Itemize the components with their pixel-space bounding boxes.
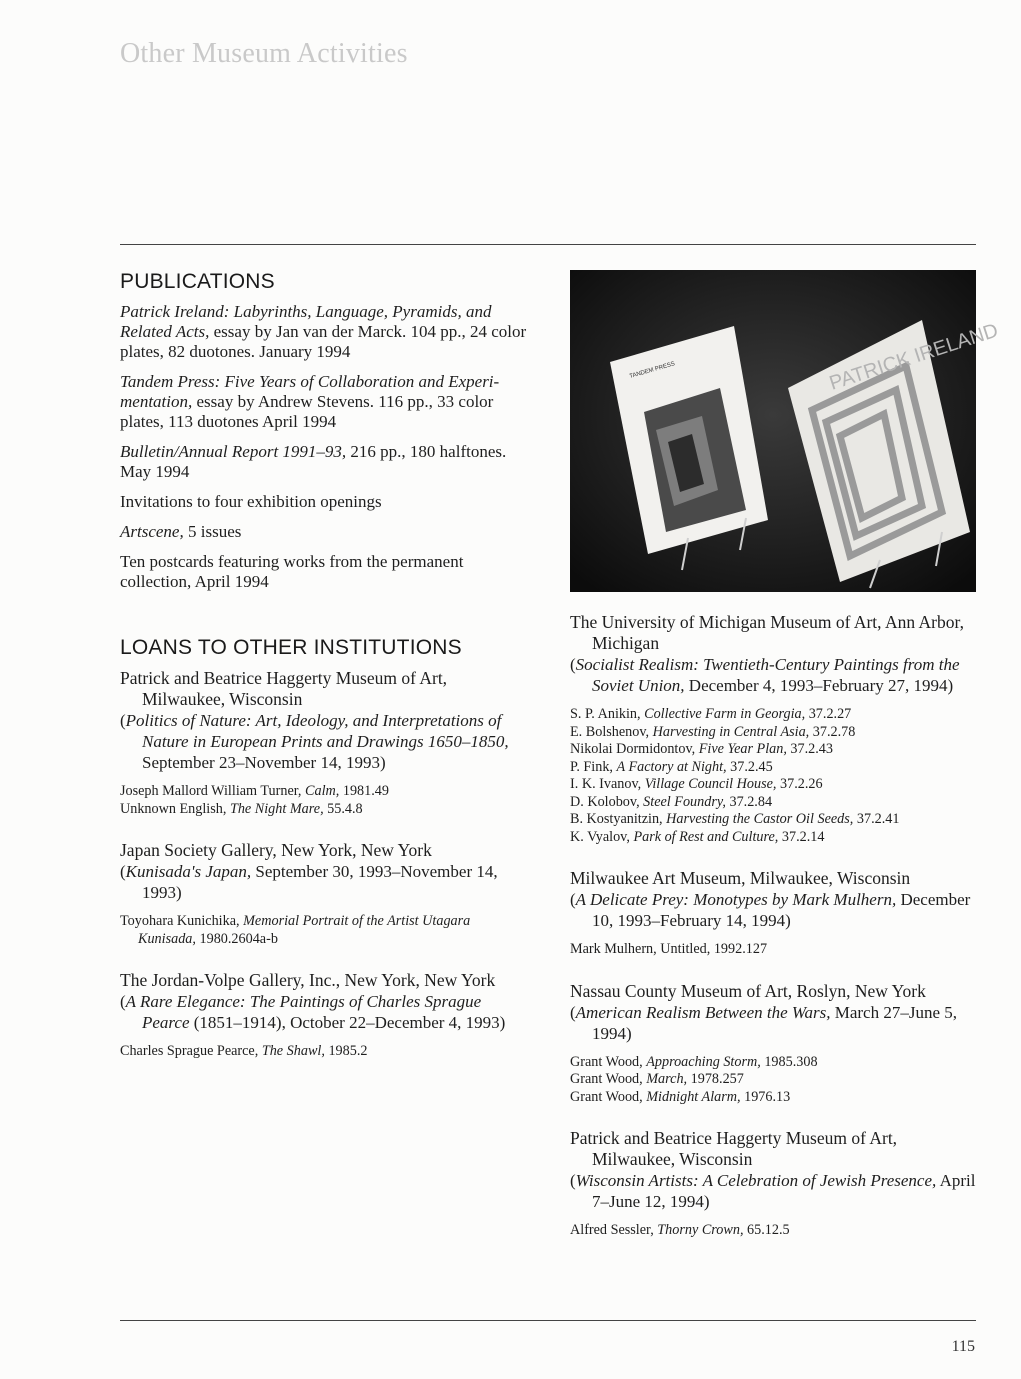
- work-title: Calm,: [305, 783, 340, 799]
- work-accession: 37.2.45: [726, 758, 773, 775]
- left-column: [120, 270, 530, 1083]
- loan-entry: [120, 970, 530, 1061]
- work-artist: Alfred Sessler,: [570, 1222, 658, 1238]
- work-artist: Grant Wood,: [570, 1071, 647, 1087]
- loan-entry: [570, 612, 976, 846]
- exhibition-dates: March 27–June 5, 1994): [592, 1002, 957, 1043]
- work-title: Steel Foundry,: [643, 793, 726, 810]
- exhibition-dates: (1851–1914), October 22–December 4, 1993): [189, 1013, 506, 1032]
- work-title: Five Year Plan,: [698, 741, 787, 757]
- loan-exhibition: [570, 1002, 976, 1044]
- loaned-work: [120, 1043, 530, 1061]
- loaned-work: [120, 913, 530, 948]
- loan-institution: The University of Michigan Museum of Art, Ann Arbor, Michigan: [570, 612, 964, 653]
- work-artist: Mark Mulhern, Untitled,: [570, 941, 711, 957]
- loan-exhibition: [570, 889, 976, 931]
- loaned-work: [570, 1089, 976, 1107]
- work-title: A Factory at Night,: [616, 758, 727, 775]
- work-artist: Unknown English,: [120, 800, 230, 817]
- work-artist: S. P. Anikin,: [570, 706, 645, 722]
- exhibition-dates: December 10, 1993–February 14, 1994): [592, 890, 971, 930]
- loan-institution: The Jordan-Volpe Gallery, Inc., New York, New York: [120, 970, 496, 990]
- loaned-work: [570, 741, 976, 759]
- publication-detail: essay by Jan van der Marck. 104 pp., 24 color plates, 82 duotones. January 1994: [120, 322, 527, 361]
- loan-institution: Milwaukee Art Museum, Milwaukee, Wisconsin: [570, 868, 911, 888]
- work-accession: 1981.49: [339, 783, 389, 799]
- exhibition-paren: (: [570, 890, 576, 909]
- publication-detail: Invitations to four exhibition openings: [120, 492, 382, 511]
- work-accession: 1985.2: [324, 1043, 368, 1059]
- publication-item: [120, 552, 530, 592]
- loan-exhibition: [570, 654, 976, 696]
- work-accession: 55.4.8: [323, 800, 363, 817]
- loan-institution: Japan Society Gallery, New York, New York: [120, 840, 432, 860]
- work-artist: Grant Wood,: [570, 1088, 647, 1105]
- work-title: The Night Mare,: [229, 800, 324, 817]
- work-accession: 1980.2604a-b: [195, 930, 278, 947]
- work-accession: 37.2.43: [786, 741, 833, 757]
- loaned-work: [570, 724, 976, 742]
- loan-institution: Nassau County Museum of Art, Roslyn, New York: [570, 980, 926, 1001]
- publications-photo: [570, 270, 1001, 592]
- exhibition-dates: September 23–November 14, 1993): [142, 753, 386, 772]
- loan-exhibition: [570, 1170, 976, 1212]
- work-title: Midnight Alarm,: [646, 1088, 741, 1105]
- publication-detail: 5 issues: [183, 522, 242, 541]
- loaned-work: [570, 811, 976, 829]
- publications-heading: PUBLICATIONS: [120, 270, 275, 293]
- loaned-work: [570, 1222, 976, 1240]
- loans-heading: LOANS TO OTHER INSTITUTIONS: [120, 636, 462, 659]
- publication-item: [120, 492, 530, 512]
- publication-detail: 216 pp., 180 halftones. May 1994: [120, 442, 507, 481]
- svg-text:PATRICK IRELAND: PATRICK IRELAND: [826, 319, 1001, 395]
- loaned-work: [570, 1054, 976, 1072]
- publication-item: [120, 522, 530, 542]
- work-title: Memorial Portrait of the Artist Utagara Kunisada,: [138, 913, 471, 947]
- loan-entry: [120, 668, 530, 818]
- work-title: Harvesting in Central Asia,: [652, 723, 810, 740]
- loaned-work: [570, 759, 976, 777]
- work-artist: Grant Wood,: [570, 1053, 647, 1070]
- work-artist: K. Vyalov,: [570, 828, 634, 845]
- work-title: March,: [646, 1071, 688, 1087]
- work-title: Park of Rest and Culture,: [633, 828, 779, 845]
- loaned-work: [570, 829, 976, 847]
- right-column: [570, 270, 1001, 1262]
- page-number: 115: [951, 1338, 975, 1355]
- loaned-work: [570, 706, 976, 724]
- exhibition-title: Socialist Realism: Twentieth-Century Paintings from the Soviet Union,: [575, 655, 960, 695]
- loaned-work: [570, 776, 976, 794]
- exhibition-dates: September 30, 1993–November 14, 1993): [142, 862, 498, 902]
- loans-left-list: [120, 668, 530, 1061]
- exhibition-paren: (: [120, 862, 126, 881]
- exhibition-title: A Delicate Prey: Monotypes by Mark Mulhern,: [575, 890, 897, 909]
- exhibition-title: American Realism Between the Wars,: [575, 1002, 831, 1022]
- publication-title: Patrick Ireland: Labyrinths, Language, Pyramids, and Related Acts,: [120, 302, 492, 341]
- work-accession: 1985.308: [760, 1053, 818, 1070]
- loan-exhibition: [120, 710, 530, 773]
- work-accession: 1978.257: [687, 1071, 744, 1087]
- work-artist: I. K. Ivanov,: [570, 776, 645, 792]
- exhibition-title: Wisconsin Artists: A Celebration of Jewish Presence,: [575, 1171, 937, 1190]
- exhibition-dates: April 7–June 12, 1994): [592, 1171, 976, 1211]
- publication-title: Bulletin/Annual Report 1991–93,: [120, 442, 347, 461]
- exhibition-paren: (: [570, 655, 576, 674]
- loan-entry: [570, 868, 976, 959]
- work-accession: 37.2.26: [776, 776, 823, 792]
- work-artist: E. Bolshenov,: [570, 723, 653, 740]
- loaned-work: [120, 801, 530, 819]
- work-accession: 37.2.27: [805, 706, 852, 722]
- loaned-work: [570, 1071, 976, 1089]
- work-accession: 37.2.84: [725, 793, 773, 810]
- loan-exhibition: [120, 861, 530, 903]
- bottom-rule: [120, 1320, 976, 1321]
- work-title: Thorny Crown,: [657, 1222, 744, 1238]
- loan-institution: Patrick and Beatrice Haggerty Museum of Art, Milwaukee, Wisconsin: [120, 668, 448, 709]
- svg-text:TANDEM PRESS: TANDEM PRESS: [628, 361, 676, 380]
- work-accession: 1976.13: [740, 1088, 791, 1105]
- loan-entry: [570, 1128, 976, 1240]
- work-accession: 1992.127: [710, 941, 768, 957]
- exhibition-paren: (: [570, 1002, 576, 1022]
- publication-title: Tandem Press: Five Years of Collaboration and Experimentation,: [120, 372, 500, 411]
- exhibition-paren: (: [120, 711, 126, 730]
- work-accession: 37.2.78: [809, 723, 856, 740]
- work-artist: Toyohara Kunichika,: [120, 913, 244, 929]
- work-artist: Nikolai Dormidontov,: [570, 741, 699, 757]
- loan-institution: Patrick and Beatrice Haggerty Museum of Art, Milwaukee, Wisconsin: [570, 1128, 898, 1169]
- loaned-work: [570, 794, 976, 812]
- exhibition-paren: (: [570, 1171, 576, 1190]
- running-head: Other Museum Activities: [120, 38, 408, 69]
- exhibition-title: A Rare Elegance: The Paintings of Charles Sprague Pearce: [125, 992, 482, 1032]
- loaned-work: [570, 941, 976, 959]
- publication-item: [120, 372, 530, 432]
- loan-entry: [120, 840, 530, 948]
- loan-exhibition: [120, 991, 530, 1033]
- loans-right-list: [570, 612, 976, 1240]
- publication-item: [120, 302, 530, 362]
- loaned-work: [120, 783, 530, 801]
- publication-title: Artscene,: [120, 522, 184, 541]
- top-rule: [120, 244, 976, 245]
- work-artist: Charles Sprague Pearce,: [120, 1043, 262, 1059]
- exhibition-paren: (: [120, 992, 126, 1011]
- publication-item: [120, 442, 530, 482]
- work-title: Approaching Storm,: [646, 1053, 761, 1070]
- work-title: The Shawl,: [261, 1043, 325, 1059]
- work-artist: P. Fink,: [570, 758, 617, 775]
- publication-detail: Ten postcards featuring works from the permanent collection, April 1994: [120, 552, 464, 591]
- work-accession: 37.2.41: [853, 811, 900, 827]
- exhibition-title: Kunisada's Japan,: [125, 862, 252, 881]
- publication-detail: essay by Andrew Stevens. 116 pp., 33 color plates, 113 duotones April 1994: [120, 392, 494, 431]
- work-title: Village Council House,: [644, 776, 777, 792]
- work-title: Harvesting the Castor Oil Seeds,: [666, 811, 854, 827]
- work-artist: Joseph Mallord William Turner,: [120, 783, 306, 799]
- book-covers-image: [570, 270, 1001, 592]
- loan-entry: [570, 981, 976, 1107]
- work-artist: D. Kolobov,: [570, 793, 644, 810]
- work-accession: 65.12.5: [743, 1222, 790, 1238]
- work-artist: B. Kostyanitzin,: [570, 811, 667, 827]
- publications-list: [120, 302, 530, 592]
- work-title: Collective Farm in Georgia,: [644, 706, 806, 722]
- work-accession: 37.2.14: [778, 828, 825, 845]
- exhibition-dates: December 4, 1993–February 27, 1994): [684, 676, 954, 695]
- exhibition-title: Politics of Nature: Art, Ideology, and Interpretations of Nature in European Prints and Drawings 1650–1850,: [125, 711, 509, 751]
